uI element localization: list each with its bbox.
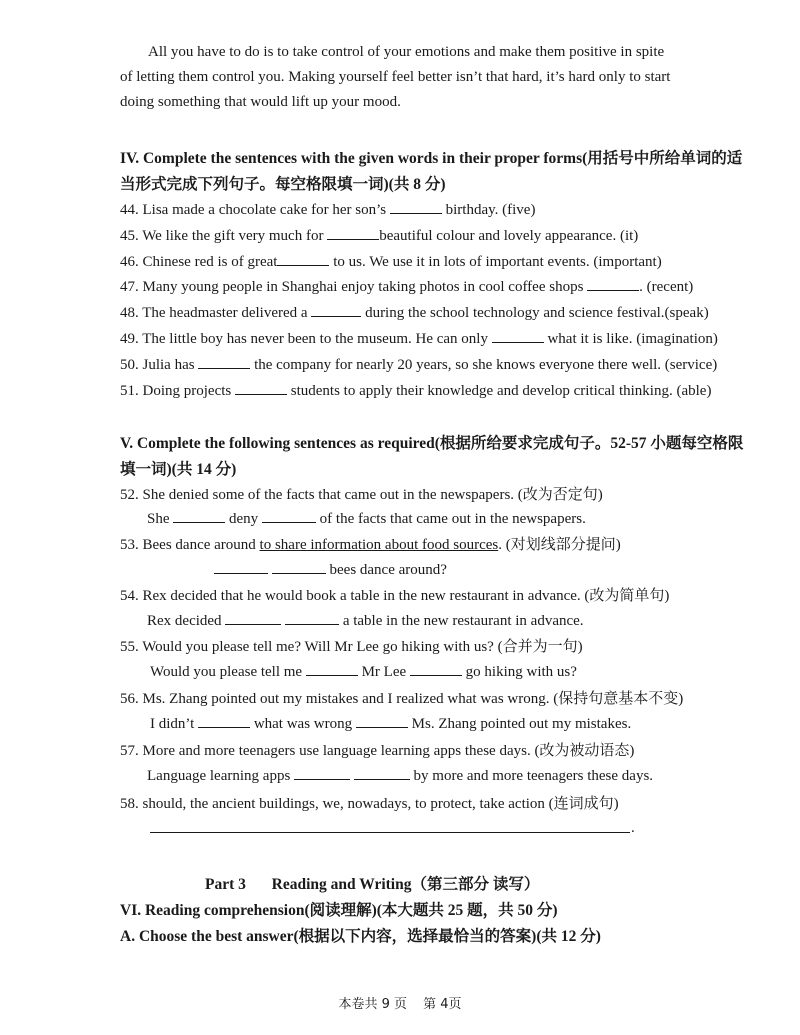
answer-blank[interactable] xyxy=(354,765,410,780)
answer-blank[interactable] xyxy=(410,661,462,676)
section5-heading-line2: 填一词)(共 14 分) xyxy=(120,461,237,478)
section4-heading-line1: IV. Complete the sentences with the given words in their proper forms(用括号中所给单词的适 xyxy=(120,150,743,167)
section5-heading-line1: V. Complete the following sentences as required(根据所给要求完成句子。52-57 小题每空格限 xyxy=(120,435,744,452)
part3-subtitle: Reading and Writing（第三部分 读写） xyxy=(271,876,540,893)
question-57-stem: 57. More and more teenagers use language learning apps these days. (改为被动语态) xyxy=(120,743,635,759)
part3-title: Part 3 xyxy=(205,876,246,893)
question-53-stem: 53. Bees dance around to share information about food sources. (对划线部分提问) xyxy=(120,537,621,553)
intro-paragraph-text: All you have to do is to take control of your emotions and make them positive in spite of letting them control you. Making yourself feel better isn’t that hard, it’s hard only to start doing something that would lift up your mood. xyxy=(120,44,671,110)
question-55-answer: Would you please tell me Mr Lee go hiking with us? xyxy=(150,661,577,681)
answer-blank[interactable] xyxy=(277,251,329,266)
answer-blank[interactable] xyxy=(225,610,281,625)
section4-heading-line2: 当形式完成下列句子。每空格限填一词)(共 8 分) xyxy=(120,176,446,193)
answer-blank[interactable] xyxy=(173,508,225,523)
question-52-stem: 52. She denied some of the facts that came out in the newspapers. (改为否定句) xyxy=(120,487,603,503)
answer-blank[interactable] xyxy=(492,328,544,343)
question-56-stem: 56. Ms. Zhang pointed out my mistakes and I realized what was wrong. (保持句意基本不变) xyxy=(120,691,684,707)
answer-blank[interactable] xyxy=(272,559,326,574)
answer-blank[interactable] xyxy=(235,380,287,395)
answer-blank[interactable] xyxy=(327,225,379,240)
question-45: 45. We like the gift very much for beautiful colour and lovely appearance. (it) xyxy=(120,225,638,245)
answer-blank[interactable] xyxy=(311,302,361,317)
answer-blank[interactable] xyxy=(214,559,268,574)
question-46: 46. Chinese red is of great to us. We use it in lots of important events. (important) xyxy=(120,251,662,271)
answer-blank[interactable] xyxy=(390,199,442,214)
question-50: 50. Julia has the company for nearly 20 years, so she knows everyone there well. (service) xyxy=(120,354,717,374)
part3-heading xyxy=(205,872,539,894)
answer-blank[interactable] xyxy=(587,276,639,291)
section6-heading: VI. Reading comprehension(阅读理解)(本大题共 25 题，共 50 分) xyxy=(120,902,558,919)
answer-blank[interactable] xyxy=(306,661,358,676)
question-47: 47. Many young people in Shanghai enjoy taking photos in cool coffee shops . (recent) xyxy=(120,276,693,296)
answer-blank[interactable] xyxy=(294,765,350,780)
answer-blank[interactable] xyxy=(356,713,408,728)
intro-paragraph xyxy=(120,40,680,115)
question-54-answer: Rex decided a table in the new restaurant in advance. xyxy=(147,610,584,630)
sectionA-heading: A. Choose the best answer(根据以下内容，选择最恰当的答案)(共 12 分) xyxy=(120,928,601,945)
question-51: 51. Doing projects students to apply their knowledge and develop critical thinking. (able) xyxy=(120,380,711,400)
question-53-answer: bees dance around? xyxy=(214,559,447,579)
underlined-phrase: to share information about food sources xyxy=(259,537,499,553)
answer-blank[interactable] xyxy=(198,713,250,728)
answer-blank[interactable] xyxy=(262,508,316,523)
page-number: 第 4页 xyxy=(423,997,462,1012)
question-58-end-mark: . xyxy=(631,820,635,836)
question-52-answer: She deny of the facts that came out in the newspapers. xyxy=(147,508,586,528)
question-57-answer: Language learning apps by more and more teenagers these days. xyxy=(147,765,653,785)
question-58-stem: 58. should, the ancient buildings, we, nowadays, to protect, take action (连词成句) xyxy=(120,796,619,812)
answer-blank[interactable] xyxy=(285,610,339,625)
answer-blank[interactable] xyxy=(198,354,250,369)
question-56-answer: I didn’t what was wrong Ms. Zhang pointed out my mistakes. xyxy=(150,713,631,733)
question-44: 44. Lisa made a chocolate cake for her son’s birthday. (five) xyxy=(120,199,535,219)
total-pages: 本卷共 9 页 xyxy=(338,997,407,1012)
question-48: 48. The headmaster delivered a during the school technology and science festival.(speak) xyxy=(120,302,709,322)
question-49: 49. The little boy has never been to the museum. He can only what it is like. (imagination) xyxy=(120,328,718,348)
question-55-stem: 55. Would you please tell me? Will Mr Lee go hiking with us? (合并为一句) xyxy=(120,639,583,655)
page-footer xyxy=(0,993,800,1012)
question-54-stem: 54. Rex decided that he would book a table in the new restaurant in advance. (改为简单句) xyxy=(120,588,670,604)
question-58-answer-line[interactable] xyxy=(150,832,630,833)
